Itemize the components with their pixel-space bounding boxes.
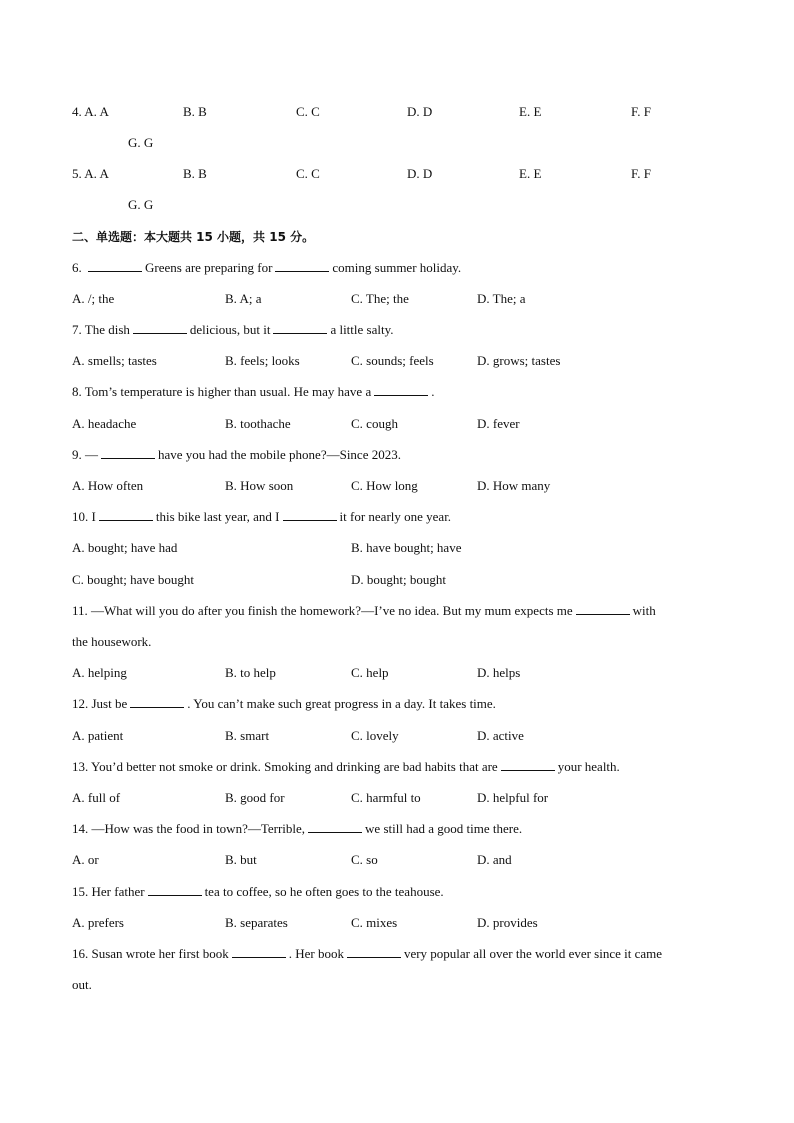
option-g: G. G: [128, 197, 154, 212]
option-d: D. helpful for: [477, 790, 549, 805]
question-12: [72, 696, 496, 712]
question-11: [72, 603, 656, 619]
option-c: C. cough: [351, 416, 398, 431]
question-number: 12.: [72, 696, 89, 711]
question-text: a little salty.: [330, 322, 394, 337]
answer-blank[interactable]: [88, 260, 142, 272]
question-text: The dish: [84, 322, 130, 337]
option-b: B. A; a: [225, 291, 262, 306]
question-text: with: [632, 603, 656, 618]
option-c: C. How long: [351, 478, 418, 493]
option-c: C. The; the: [351, 291, 409, 306]
option-c: C. bought; have bought: [72, 572, 195, 587]
question-text: delicious, but it: [189, 322, 271, 337]
question-text: it for nearly one year.: [339, 509, 452, 524]
option-d: D. active: [477, 728, 524, 743]
question-number: 7.: [72, 322, 82, 337]
option-b: B. How soon: [225, 478, 294, 493]
option-a: A. A: [84, 166, 109, 181]
option-d: D. The; a: [477, 291, 526, 306]
option-f: F. F: [631, 166, 651, 181]
question-13: [72, 759, 620, 775]
question-number: 10.: [72, 509, 89, 524]
question-text: Tom’s temperature is higher than usual. He may have a: [84, 384, 372, 399]
option-c: C. lovely: [351, 728, 399, 743]
option-c: C. so: [351, 852, 378, 867]
question-number: 14.: [72, 821, 89, 836]
question-6: [72, 260, 461, 276]
question-text: have you had the mobile phone?—Since 2023.: [158, 447, 401, 462]
question-text: . You can’t make such great progress in a day. It takes time.: [187, 696, 496, 711]
option-b: B. have bought; have: [351, 540, 462, 555]
question-5-line: [72, 166, 109, 182]
option-a: A. prefers: [72, 915, 124, 930]
option-b: B. but: [225, 852, 257, 867]
option-b: B. smart: [225, 728, 270, 743]
option-a: A. headache: [72, 416, 137, 431]
question-8: [72, 384, 434, 400]
section-title: 二、单选题：本大题共 15 小题，共 15 分。: [72, 230, 315, 244]
question-11-continuation: the housework.: [72, 634, 152, 649]
option-d: D. and: [477, 852, 512, 867]
option-a: A. or: [72, 852, 99, 867]
question-text: Susan wrote her first book: [91, 946, 229, 961]
question-text: . Her book: [288, 946, 344, 961]
option-e: E. E: [519, 166, 542, 181]
question-text: —: [85, 447, 98, 462]
option-b: B. separates: [225, 915, 288, 930]
option-d: D. fever: [477, 416, 520, 431]
question-text: tea to coffee, so he often goes to the teahouse.: [204, 884, 444, 899]
question-number: 4.: [72, 104, 82, 119]
answer-blank[interactable]: [275, 260, 329, 272]
option-c: C. mixes: [351, 915, 398, 930]
option-d: D. helps: [477, 665, 521, 680]
option-b: B. to help: [225, 665, 276, 680]
option-d: D. bought; bought: [351, 572, 446, 587]
question-text: —What will you do after you finish the homework?—I’ve no idea. But my mum expects me: [91, 603, 573, 618]
option-a: A. patient: [72, 728, 124, 743]
question-9: [72, 447, 401, 463]
question-14: [72, 821, 522, 837]
answer-blank[interactable]: [347, 946, 401, 958]
question-text: You’d better not smoke or drink. Smoking and drinking are bad habits that are: [91, 759, 498, 774]
option-a: A. helping: [72, 665, 127, 680]
question-10: [72, 509, 451, 525]
answer-blank[interactable]: [133, 322, 187, 334]
question-number: 8.: [72, 384, 82, 399]
question-text: Just be: [91, 696, 128, 711]
option-c: C. sounds; feels: [351, 353, 434, 368]
question-7: [72, 322, 394, 338]
question-text: we still had a good time there.: [365, 821, 523, 836]
answer-blank[interactable]: [101, 447, 155, 459]
question-text: I: [91, 509, 96, 524]
option-b: B. feels; looks: [225, 353, 300, 368]
answer-blank[interactable]: [130, 696, 184, 708]
option-a: A. How often: [72, 478, 144, 493]
option-d: D. grows; tastes: [477, 353, 561, 368]
answer-blank[interactable]: [501, 759, 555, 771]
question-text: this bike last year, and I: [155, 509, 280, 524]
answer-blank[interactable]: [232, 946, 286, 958]
answer-blank[interactable]: [308, 821, 362, 833]
question-number: 15.: [72, 884, 89, 899]
answer-blank[interactable]: [148, 884, 202, 896]
answer-blank[interactable]: [273, 322, 327, 334]
option-f: F. F: [631, 104, 651, 119]
option-d: D. D: [407, 166, 433, 181]
question-text: Her father: [91, 884, 145, 899]
option-a: A. A: [84, 104, 109, 119]
option-c: C. harmful to: [351, 790, 421, 805]
option-d: D. How many: [477, 478, 551, 493]
question-text: coming summer holiday.: [332, 260, 462, 275]
question-text: your health.: [557, 759, 620, 774]
option-a: A. full of: [72, 790, 121, 805]
option-b: B. good for: [225, 790, 285, 805]
question-16: [72, 946, 662, 962]
option-d: D. D: [407, 104, 433, 119]
question-text: .: [431, 384, 435, 399]
question-number: 9.: [72, 447, 82, 462]
question-16-continuation: out.: [72, 977, 92, 992]
option-d: D. provides: [477, 915, 538, 930]
option-c: C. help: [351, 665, 389, 680]
question-number: 13.: [72, 759, 89, 774]
question-number: 5.: [72, 166, 82, 181]
question-text: very popular all over the world ever since it came: [403, 946, 663, 961]
option-b: B. B: [183, 166, 207, 181]
option-a: A. bought; have had: [72, 540, 178, 555]
answer-blank[interactable]: [283, 509, 337, 521]
option-b: B. B: [183, 104, 207, 119]
question-number: 6.: [72, 260, 82, 275]
question-4-line: [72, 104, 109, 120]
question-15: [72, 884, 444, 900]
question-text: Greens are preparing for: [145, 260, 273, 275]
option-c: C. C: [296, 166, 320, 181]
option-b: B. toothache: [225, 416, 291, 431]
question-text: —How was the food in town?—Terrible,: [91, 821, 306, 836]
option-c: C. C: [296, 104, 320, 119]
option-a: A. smells; tastes: [72, 353, 157, 368]
question-number: 16.: [72, 946, 89, 961]
answer-blank[interactable]: [99, 509, 153, 521]
option-e: E. E: [519, 104, 542, 119]
option-g: G. G: [128, 135, 154, 150]
option-a: A. /; the: [72, 291, 115, 306]
answer-blank[interactable]: [576, 603, 630, 615]
answer-blank[interactable]: [374, 384, 428, 396]
question-number: 11.: [72, 603, 88, 618]
